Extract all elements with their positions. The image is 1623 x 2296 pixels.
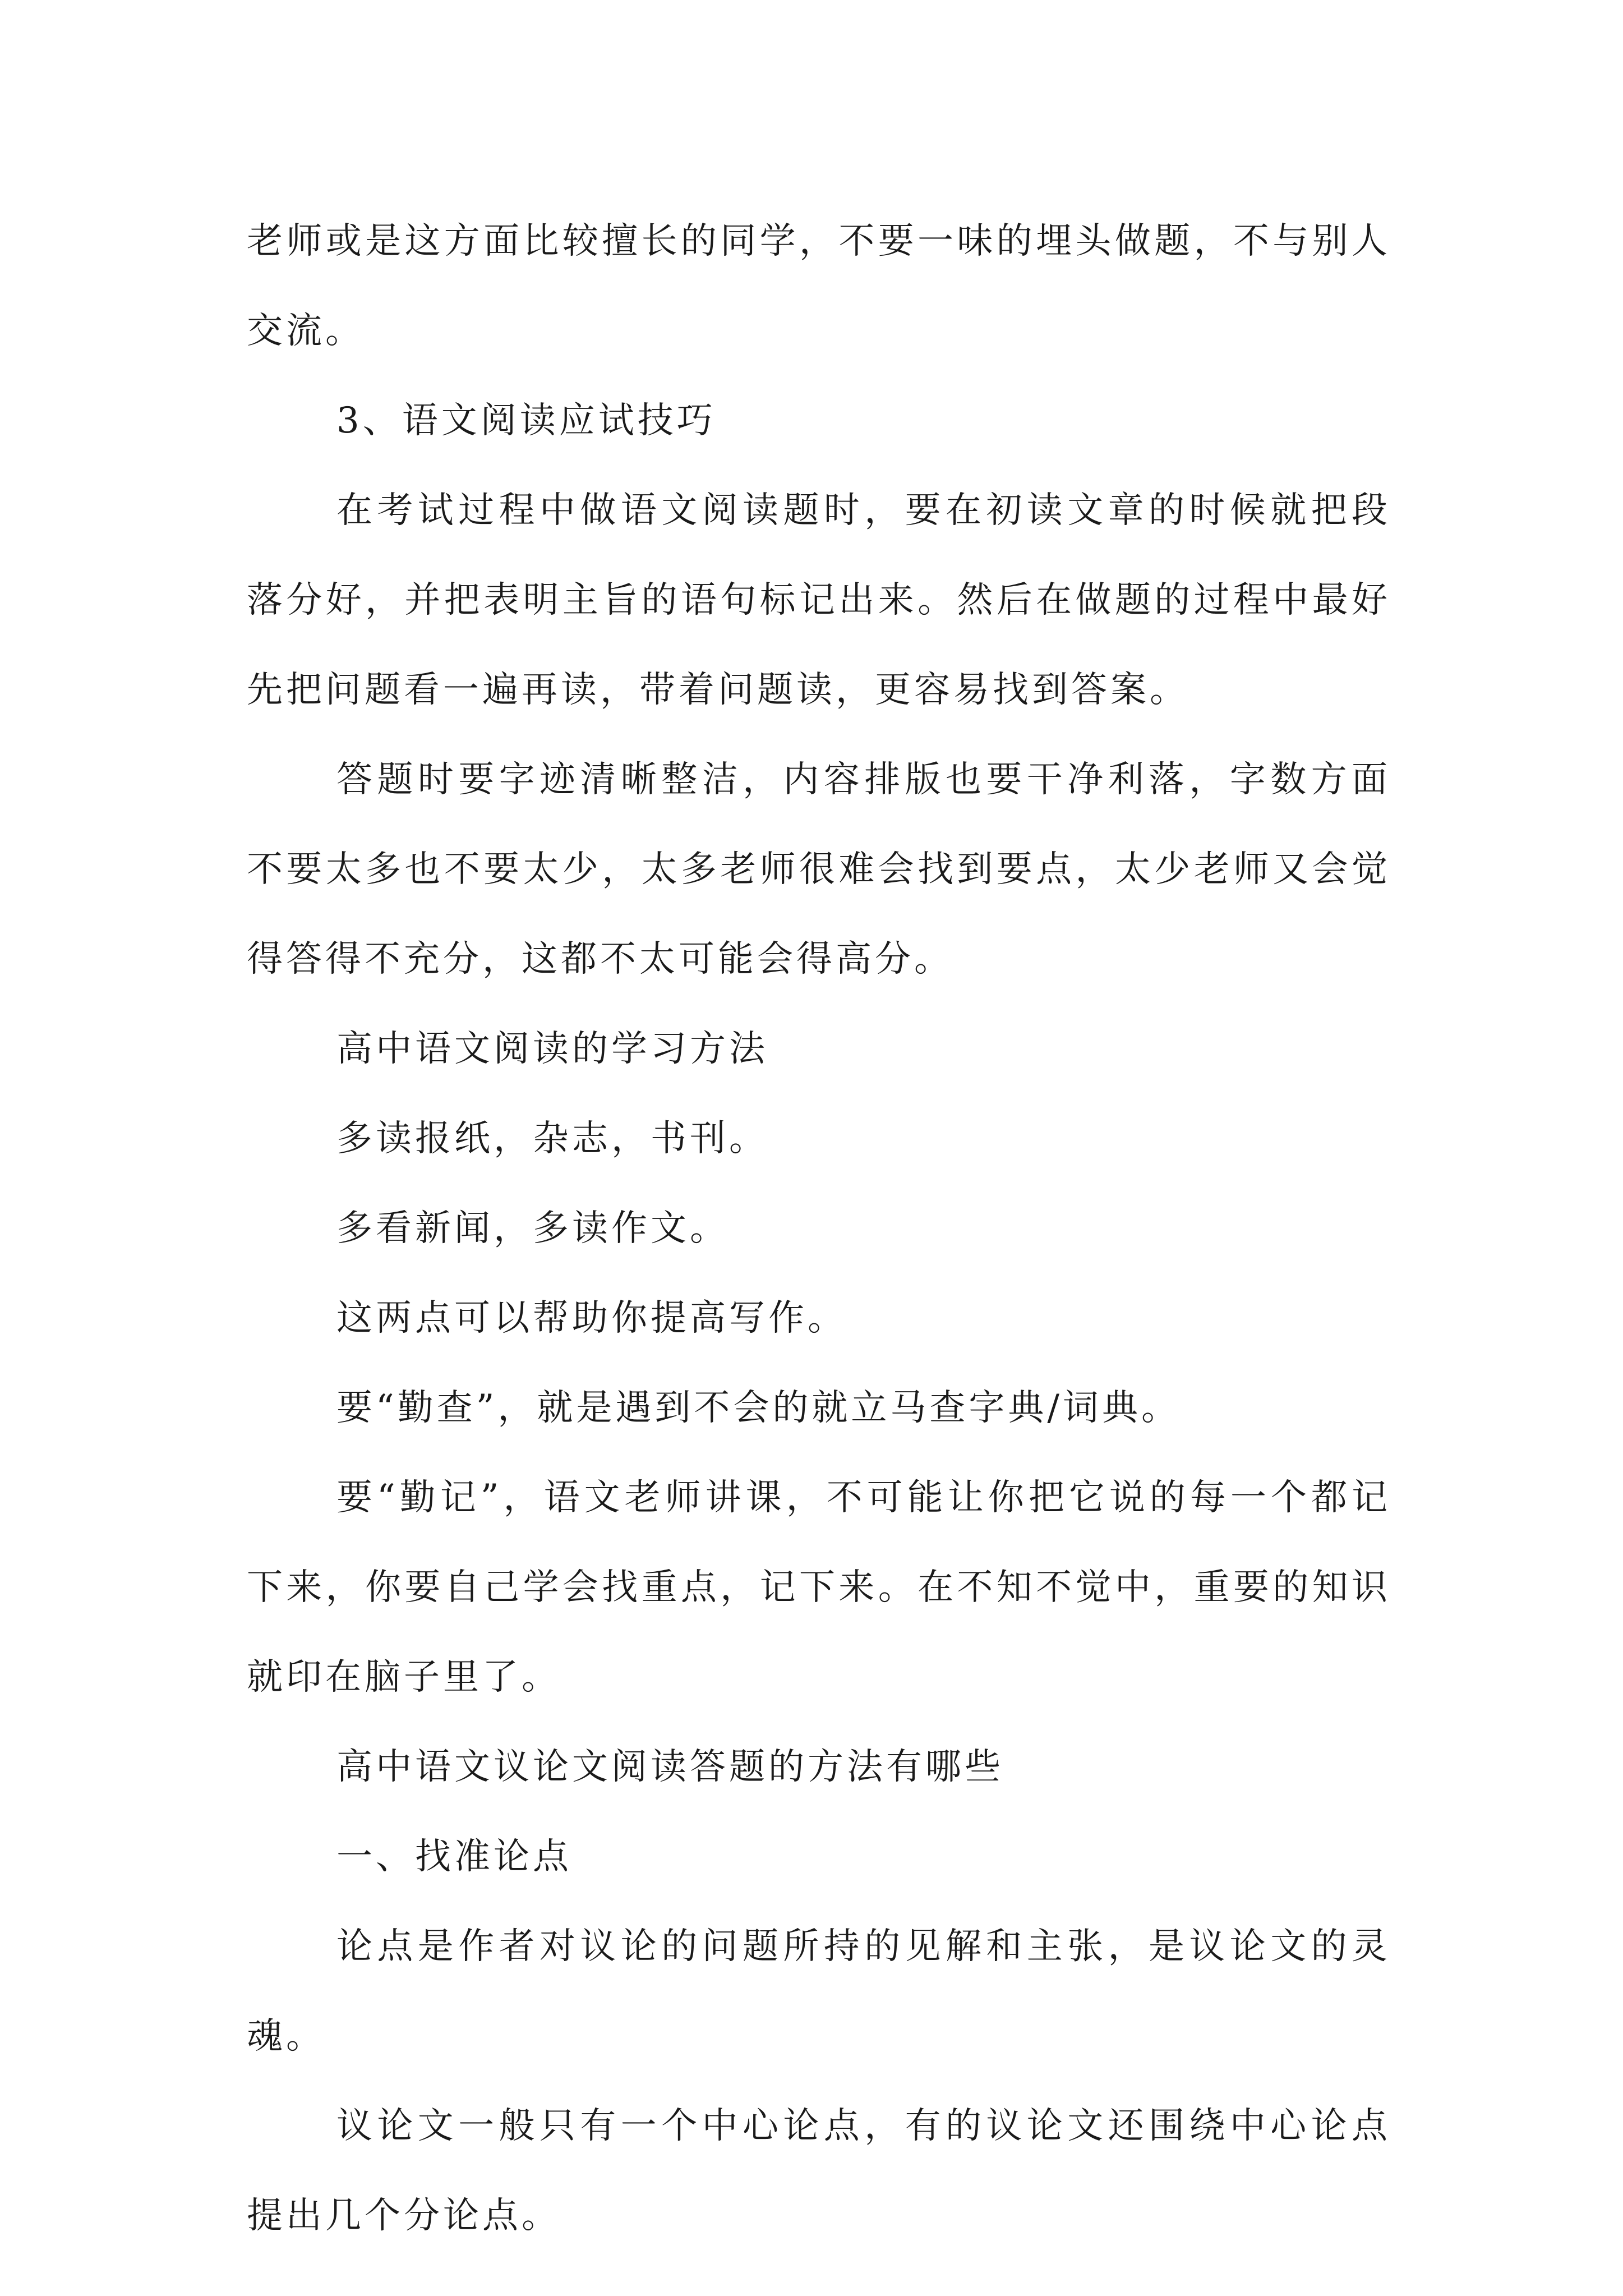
document-body (247, 196, 1391, 2261)
section-heading: 一、找准论点 (336, 1836, 572, 1878)
section-heading: 高中语文议论文阅读答题的方法有哪些 (336, 1746, 1004, 1788)
paragraph: 在考试过程中做语文阅读题时，要在初读文章的时候就把段落分好，并把表明主旨的语句标记出来。然后在做题的过程中最好先把问题看一遍再读，带着问题读，更容易找到答案。 (247, 490, 1391, 711)
section-heading: 高中语文阅读的学习方法 (336, 1028, 768, 1070)
paragraph: 论点是作者对议论的问题所持的见解和主张，是议论文的灵魂。 (247, 1926, 1391, 2057)
paragraph: 这两点可以帮助你提高写作。 (336, 1297, 847, 1339)
paragraph: 议论文一般只有一个中心论点，有的议论文还围绕中心论点提出几个分论点。 (247, 2105, 1391, 2237)
paragraph: 答题时要字迹清晰整洁，内容排版也要干净利落，字数方面不要太多也不要太少，太多老师很难会找到要点，太少老师又会觉得答得不充分，这都不太可能会得高分。 (247, 759, 1391, 980)
paragraph: 多看新闻，多读作文。 (336, 1208, 729, 1249)
paragraph: 多读报纸，杂志，书刊。 (336, 1118, 768, 1159)
paragraph: 老师或是这方面比较擅长的同学，不要一味的埋头做题，不与别人交流。 (247, 220, 1391, 352)
paragraph: 要“勤记”，语文老师讲课，不可能让你把它说的每一个都记下来，你要自己学会找重点，记下来。在不知不觉中，重要的知识就印在脑子里了。 (247, 1477, 1391, 1698)
section-heading: 3、语文阅读应试技巧 (336, 400, 716, 441)
paragraph: 要“勤查”，就是遇到不会的就立马查字典/词典。 (336, 1387, 1181, 1429)
